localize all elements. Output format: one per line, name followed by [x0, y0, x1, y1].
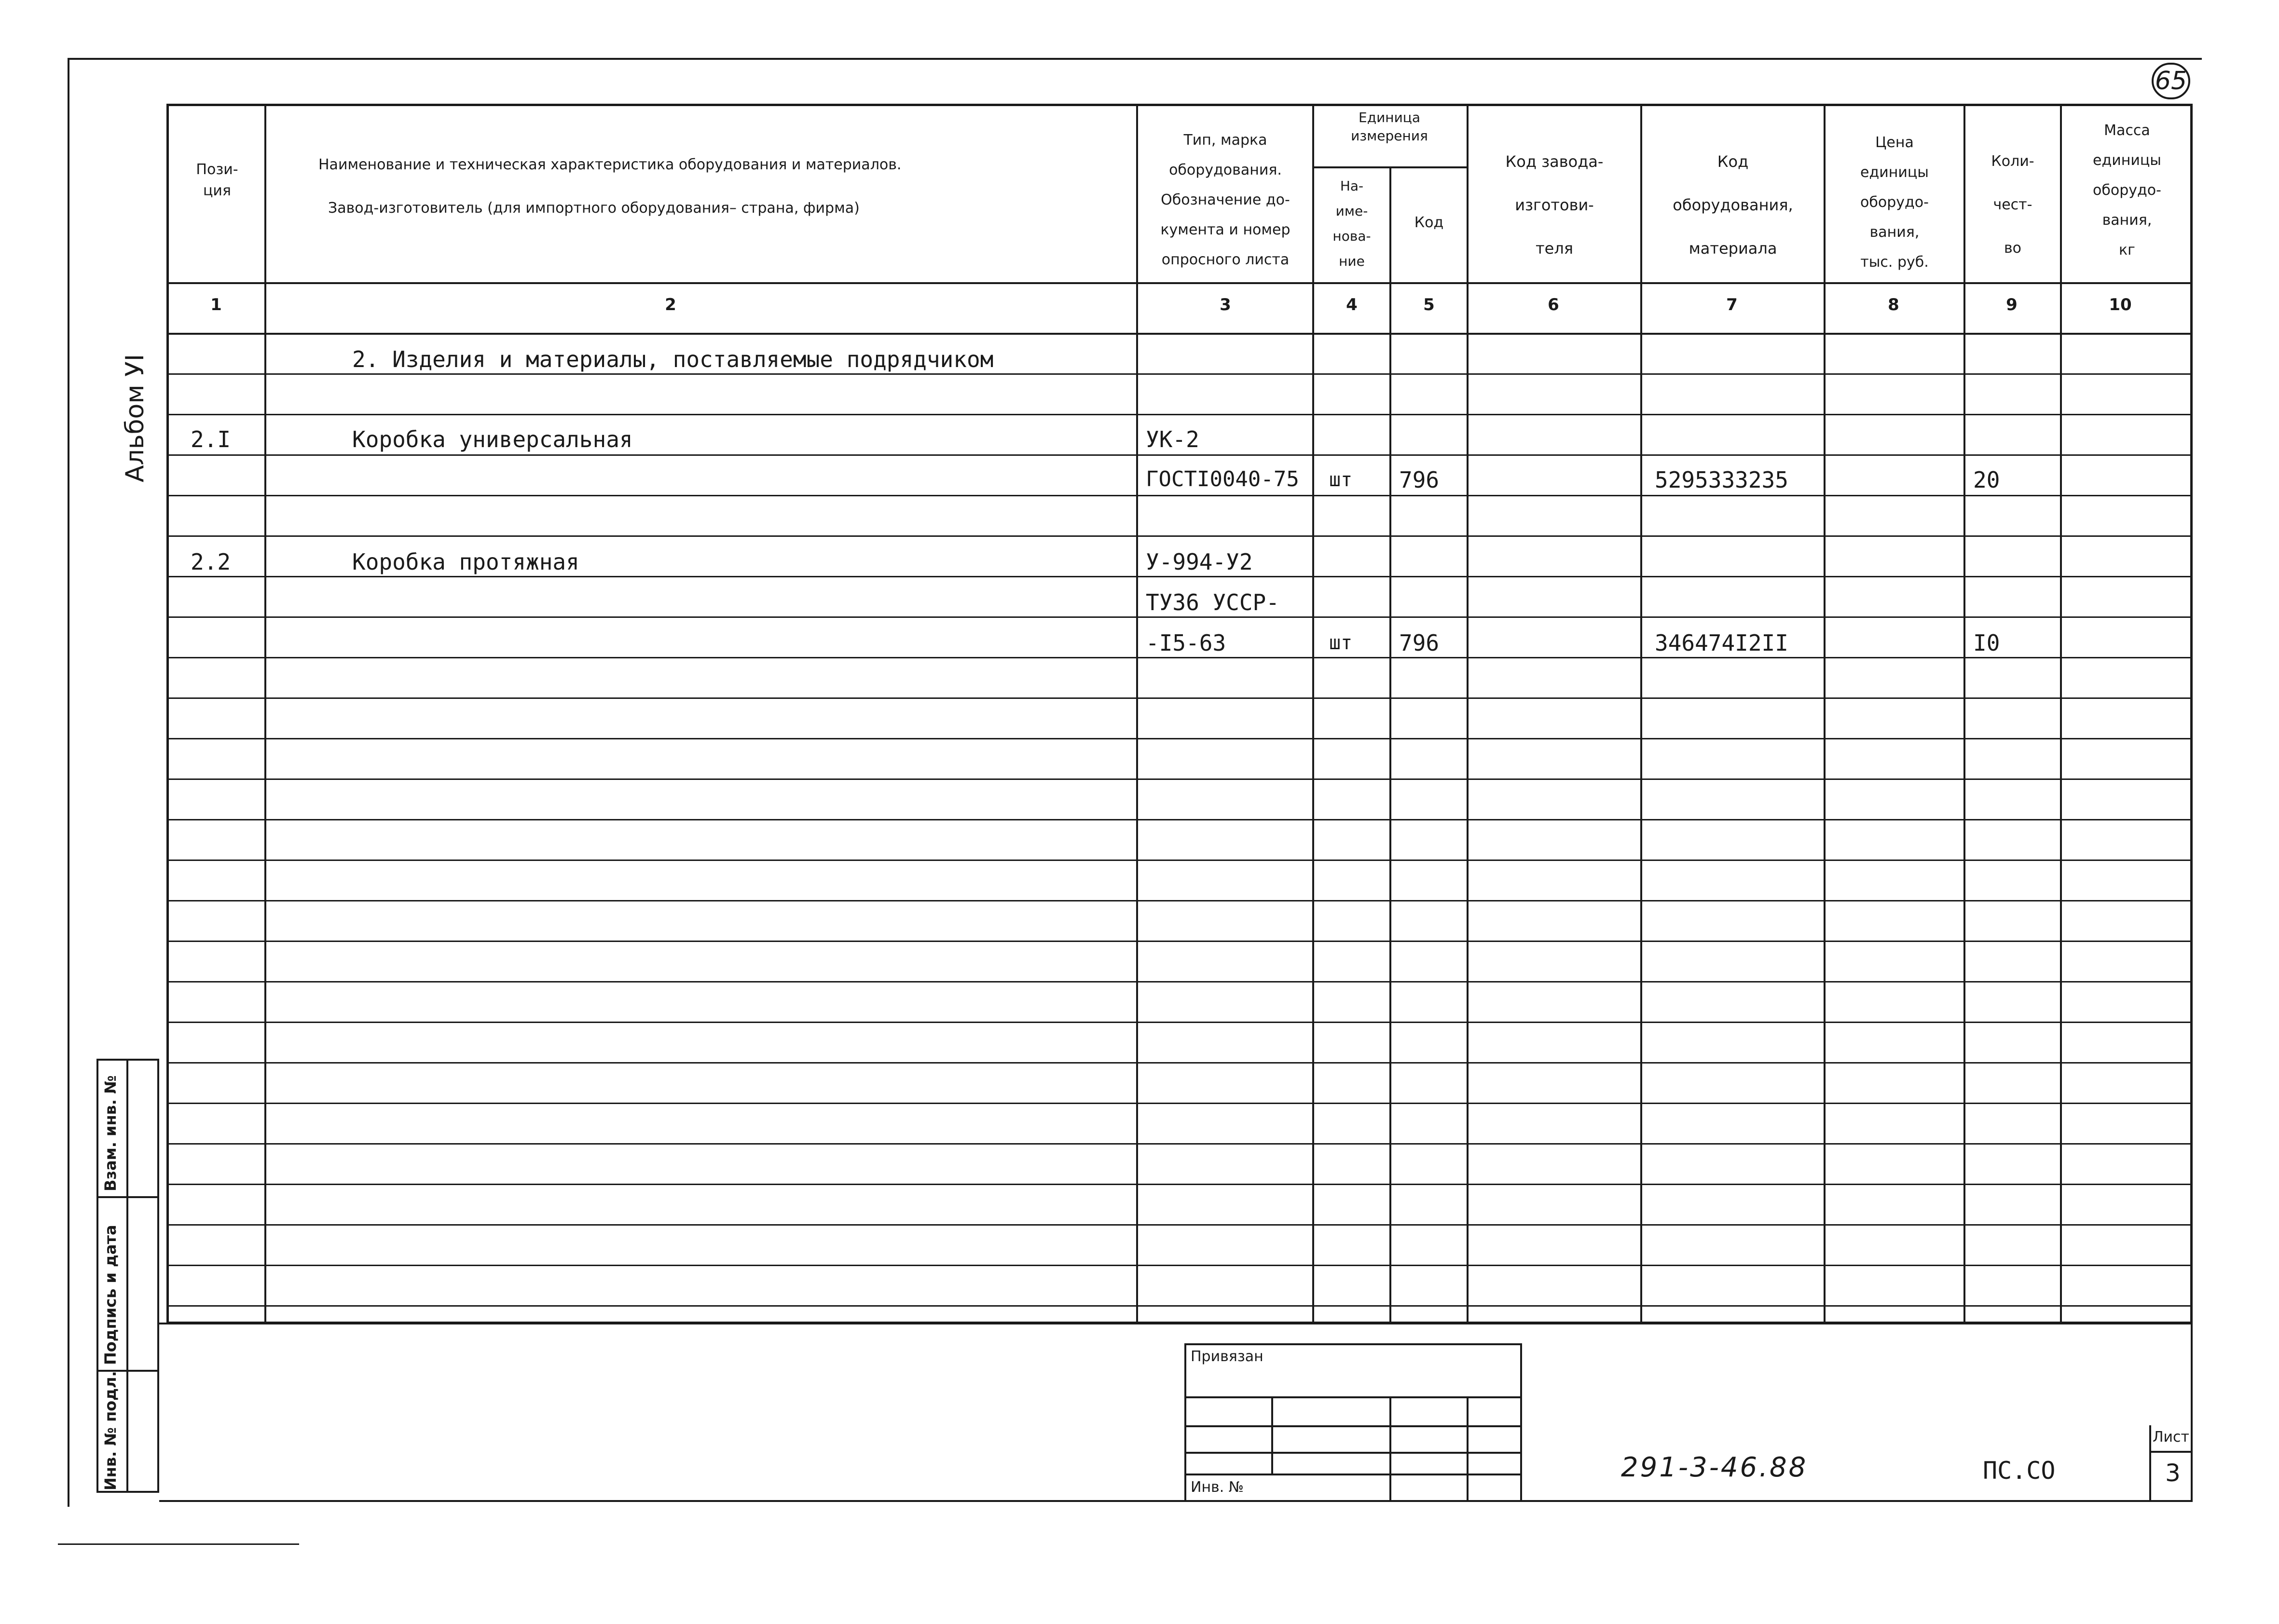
doc-suffix: ПС.СО — [1983, 1457, 2056, 1485]
item-2-type3: -I5-63 — [1146, 630, 1226, 656]
colnum-5: 5 — [1423, 295, 1435, 314]
header-unit-name: На- име- нова- ние — [1332, 178, 1371, 269]
privyazan-line-1 — [1184, 1396, 1522, 1398]
item-2-pos: 2.2 — [191, 549, 231, 575]
row-line — [166, 1224, 2193, 1226]
section-title: 2. Изделия и материалы, поставляемые подрядчиком — [352, 346, 994, 372]
col-line-1 — [264, 104, 266, 1324]
title-block-bottom — [159, 1500, 2193, 1502]
sheet-number: 3 — [2165, 1459, 2181, 1487]
item-1-unit: шт — [1329, 469, 1353, 491]
row-line — [166, 1143, 2193, 1145]
row-line — [166, 1103, 2193, 1104]
colnum-8: 8 — [1888, 295, 1899, 314]
colnum-9: 9 — [2006, 295, 2018, 314]
row-line — [166, 1265, 2193, 1266]
row-line — [166, 454, 2193, 456]
number-row-line — [166, 333, 2193, 335]
item-1-material-code: 5295333235 — [1655, 467, 1788, 493]
row-line — [166, 900, 2193, 901]
row-line — [166, 738, 2193, 739]
col-line-3 — [1312, 104, 1314, 1324]
header-factory-code: Код завода- изготови- теля — [1505, 152, 1604, 258]
privyazan-vline-3 — [1467, 1396, 1469, 1500]
side-strip-line-1 — [96, 1196, 159, 1198]
unit-header-line — [1312, 166, 1467, 168]
col-line-7 — [1824, 104, 1826, 1324]
side-label-inv-podl: Инв. № подл. — [101, 1371, 120, 1490]
header-bottom-line — [166, 282, 2193, 284]
item-2-unit-code: 796 — [1399, 630, 1440, 656]
row-line — [166, 535, 2193, 537]
header-name2: Завод-изготовитель (для импортного оборудования– страна, фирма) — [328, 200, 860, 217]
item-1-pos: 2.I — [191, 426, 231, 452]
col-line-8 — [1963, 104, 1965, 1324]
header-pos: Пози- ция — [196, 161, 238, 199]
row-line — [166, 495, 2193, 496]
row-line — [166, 657, 2193, 658]
side-strip-divider — [126, 1059, 128, 1493]
sheet-box-line — [2149, 1451, 2193, 1453]
col-line-2 — [1136, 104, 1138, 1324]
row-line — [166, 860, 2193, 861]
item-1-qty: 20 — [1973, 467, 2000, 493]
row-line — [166, 941, 2193, 942]
colnum-4: 4 — [1346, 295, 1358, 314]
title-block-top — [159, 1323, 2193, 1324]
item-1-type1: УК-2 — [1146, 426, 1199, 452]
inv-no-label: Инв. № — [1191, 1479, 1244, 1496]
colnum-3: 3 — [1220, 295, 1231, 314]
privyazan-box — [1184, 1343, 1522, 1500]
colnum-2: 2 — [665, 295, 676, 314]
row-line — [166, 778, 2193, 780]
item-1-unit-code: 796 — [1399, 467, 1440, 493]
item-2-name: Коробка протяжная — [352, 549, 579, 575]
row-line — [166, 1062, 2193, 1064]
col-line-6 — [1640, 104, 1642, 1324]
col-line-9 — [2060, 104, 2062, 1324]
item-2-material-code: 346474I2II — [1655, 630, 1788, 656]
page-number: 65 — [2152, 63, 2190, 99]
colnum-10: 10 — [2109, 295, 2132, 314]
header-mass: Масса единицы оборудо- вания, кг — [2093, 122, 2161, 259]
header-material-code: Код оборудования, материала — [1673, 152, 1793, 258]
col-line-5 — [1467, 104, 1469, 1324]
header-qty: Коли- чест- во — [1991, 153, 2034, 257]
header-type: Тип, марка оборудования. Обозначение до- кумента и номер опросного листа — [1160, 132, 1291, 268]
colnum-6: 6 — [1548, 295, 1559, 314]
privyazan-line-2 — [1184, 1425, 1522, 1427]
row-line — [166, 819, 2193, 820]
header-name: Наименование и техническая характеристика оборудования и материалов. — [318, 156, 902, 173]
privyazan-vline-1 — [1271, 1396, 1273, 1474]
colnum-7: 7 — [1726, 295, 1738, 314]
privyazan-line-4 — [1184, 1474, 1522, 1475]
col-line-4 — [1389, 166, 1391, 1324]
header-unit: Единица измерения — [1351, 109, 1428, 144]
item-2-qty: I0 — [1973, 630, 2000, 656]
row-line — [166, 373, 2193, 375]
item-1-name: Коробка универсальная — [352, 426, 633, 452]
doc-code: 291-3-46.88 — [1621, 1452, 1808, 1483]
item-2-unit: шт — [1329, 632, 1353, 654]
header-unit-code: Код — [1414, 214, 1444, 231]
sheet-label: Лист — [2153, 1429, 2190, 1446]
row-line — [166, 1022, 2193, 1023]
row-line — [166, 697, 2193, 699]
privyazan-label: Привязан — [1191, 1348, 1263, 1365]
privyazan-vline-2 — [1389, 1396, 1391, 1500]
row-line — [166, 616, 2193, 618]
bottom-edge-line — [58, 1543, 299, 1545]
item-2-type2: ТУ36 УССР- — [1146, 589, 1279, 615]
row-line — [166, 576, 2193, 577]
header-price: Цена единицы оборудо- вания, тыс. руб. — [1860, 134, 1929, 271]
row-line — [166, 1184, 2193, 1185]
row-line — [166, 981, 2193, 983]
side-label-vzam: Взам. инв. № — [101, 1075, 120, 1191]
item-1-type2: ГОСТI0040-75 — [1146, 467, 1299, 491]
colnum-1: 1 — [210, 295, 222, 314]
privyazan-line-3 — [1184, 1452, 1522, 1454]
item-2-type1: У-994-У2 — [1146, 549, 1253, 575]
album-label: Альбом УI — [121, 354, 150, 482]
row-line — [166, 414, 2193, 415]
main-table — [166, 104, 2193, 1324]
side-label-podpis: Подпись и дата — [101, 1225, 120, 1365]
row-line — [166, 1305, 2193, 1307]
